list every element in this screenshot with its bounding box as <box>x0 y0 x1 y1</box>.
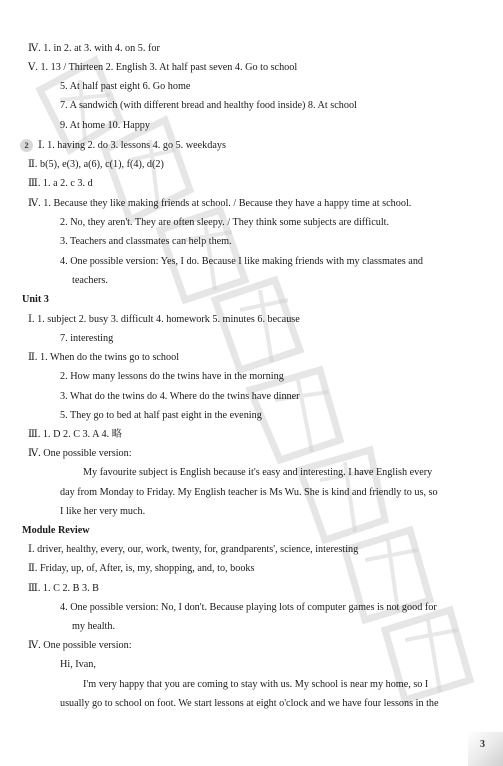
part-marker-badge: 2 <box>20 139 33 152</box>
line-u3-ii-2: 2. How many lessons do the twins have in the morning <box>60 371 284 382</box>
line-p2-iv-4: 4. One possible version: Yes, I do. Because I like making friends with my classmates and <box>60 256 424 267</box>
line-mr-iii-4b: my health. <box>72 621 116 632</box>
line-u3-ii-5: 5. They go to bed at half past eight in the evening <box>60 410 262 421</box>
line-mr-iv: Ⅳ. One possible version: <box>28 640 132 651</box>
line-mr-iii: Ⅲ. 1. C 2. B 3. B <box>28 583 99 594</box>
line-p2-iii: Ⅲ. 1. a 2. c 3. d <box>28 178 93 189</box>
line-v-2: 5. At half past eight 6. Go home <box>60 81 191 92</box>
line-p2-iv-3: 3. Teachers and classmates can help them. <box>60 236 232 247</box>
line-p2-i: Ⅰ. 1. having 2. do 3. lessons 4. go 5. weekdays <box>38 140 226 151</box>
line-iv-prepositions: Ⅳ. 1. in 2. at 3. with 4. on 5. for <box>28 43 160 54</box>
line-mr-i: Ⅰ. driver, healthy, every, our, work, twenty, for, grandparents', science, interesting <box>28 544 359 555</box>
line-mr-ii: Ⅱ. Friday, up, of, After, is, my, shopping, and, to, books <box>28 563 255 574</box>
page-corner-shade <box>468 732 503 766</box>
line-p2-ii: Ⅱ. b(5), e(3), a(6), c(1), f(4), d(2) <box>28 159 164 170</box>
line-u3-i: Ⅰ. 1. subject 2. busy 3. difficult 4. homework 5. minutes 6. because <box>28 314 300 325</box>
line-mr-letter-1: I'm very happy that you are coming to stay with us. My school is near my home, so I <box>83 679 429 690</box>
unit-3-heading: Unit 3 <box>22 294 49 305</box>
module-review-heading: Module Review <box>22 525 90 536</box>
line-v-4: 9. At home 10. Happy <box>60 120 150 131</box>
line-u3-ii-3: 3. What do the twins do 4. Where do the twins have dinner <box>60 391 300 402</box>
line-p2-iv-1: Ⅳ. 1. Because they like making friends at school. / Because they have a happy time at school. <box>28 198 412 209</box>
line-u3-essay-2: day from Monday to Friday. My English teacher is Ms Wu. She is kind and friendly to us, so <box>60 487 438 498</box>
line-p2-iv-2: 2. No, they aren't. They are often sleepy. / They think some subjects are difficult. <box>60 217 390 228</box>
line-u3-i-7: 7. interesting <box>60 333 114 344</box>
line-u3-essay-3: I like her very much. <box>60 506 146 517</box>
line-mr-letter-2: usually go to school on foot. We start lessons at eight o'clock and we have four lessons in the <box>60 698 439 709</box>
line-mr-iii-4: 4. One possible version: No, I don't. Because playing lots of computer games is not good for <box>60 602 437 613</box>
line-p2-iv-4b: teachers. <box>72 275 108 286</box>
line-u3-essay-1: My favourite subject is English because it's easy and interesting. I have English every <box>83 467 433 478</box>
line-u3-iii: Ⅲ. 1. D 2. C 3. A 4. 略 <box>28 429 122 440</box>
page-number: 3 <box>480 739 485 750</box>
line-u3-ii-1: Ⅱ. 1. When do the twins go to school <box>28 352 180 363</box>
line-mr-greeting: Hi, Ivan, <box>60 659 96 670</box>
line-v-3: 7. A sandwich (with different bread and healthy food inside) 8. At school <box>60 100 357 111</box>
line-u3-iv: Ⅳ. One possible version: <box>28 448 132 459</box>
line-v-1: Ⅴ. 1. 13 / Thirteen 2. English 3. At half past seven 4. Go to school <box>28 62 298 73</box>
